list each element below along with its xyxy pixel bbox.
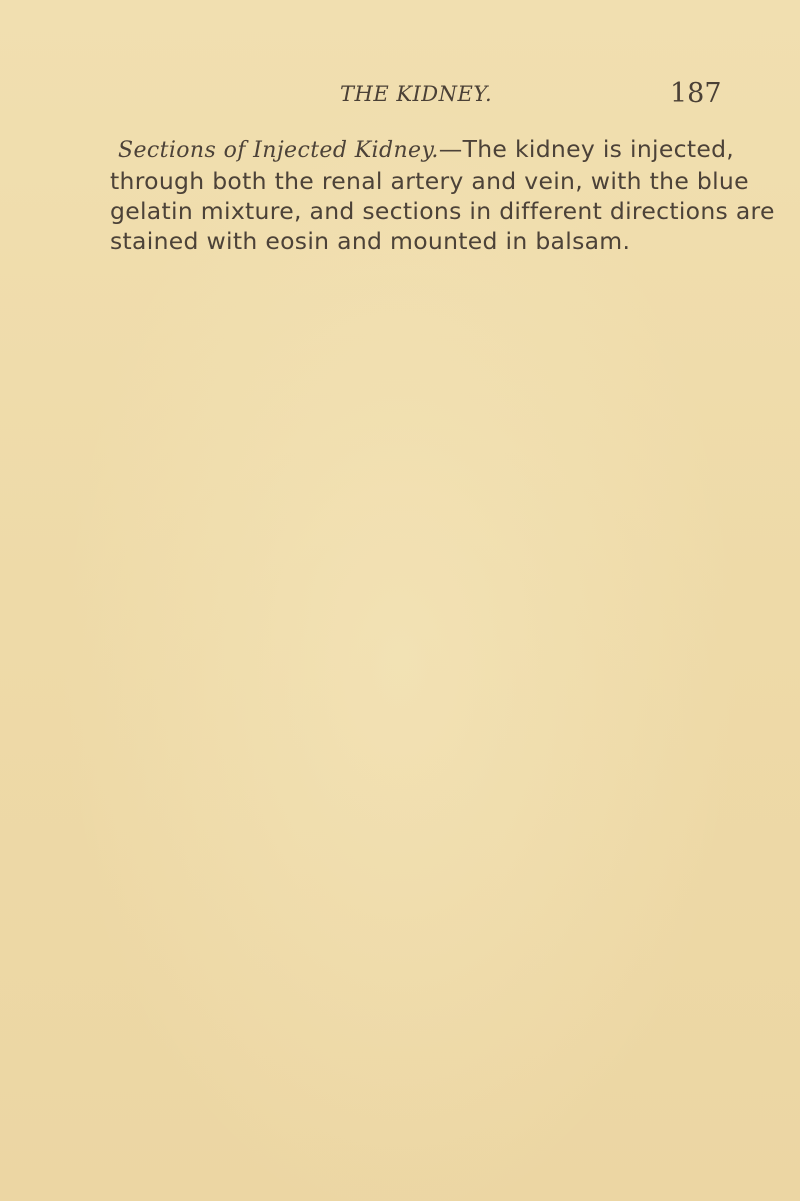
paragraph-text: —The kidney is injected, (438, 135, 735, 163)
running-head (340, 78, 760, 114)
paragraph-line (110, 134, 770, 166)
running-title: THE KIDNEY. (340, 82, 493, 106)
paragraph-line: through both the renal artery and vein, with the blue (110, 167, 749, 195)
section-heading: Sections of Injected Kidney. (118, 138, 439, 163)
page-number: 187 (670, 78, 722, 109)
paragraph-line: gelatin mixture, and sections in different directions are (110, 197, 775, 225)
paragraph-line: stained with eosin and mounted in balsam. (110, 227, 631, 255)
paragraph (110, 134, 775, 256)
